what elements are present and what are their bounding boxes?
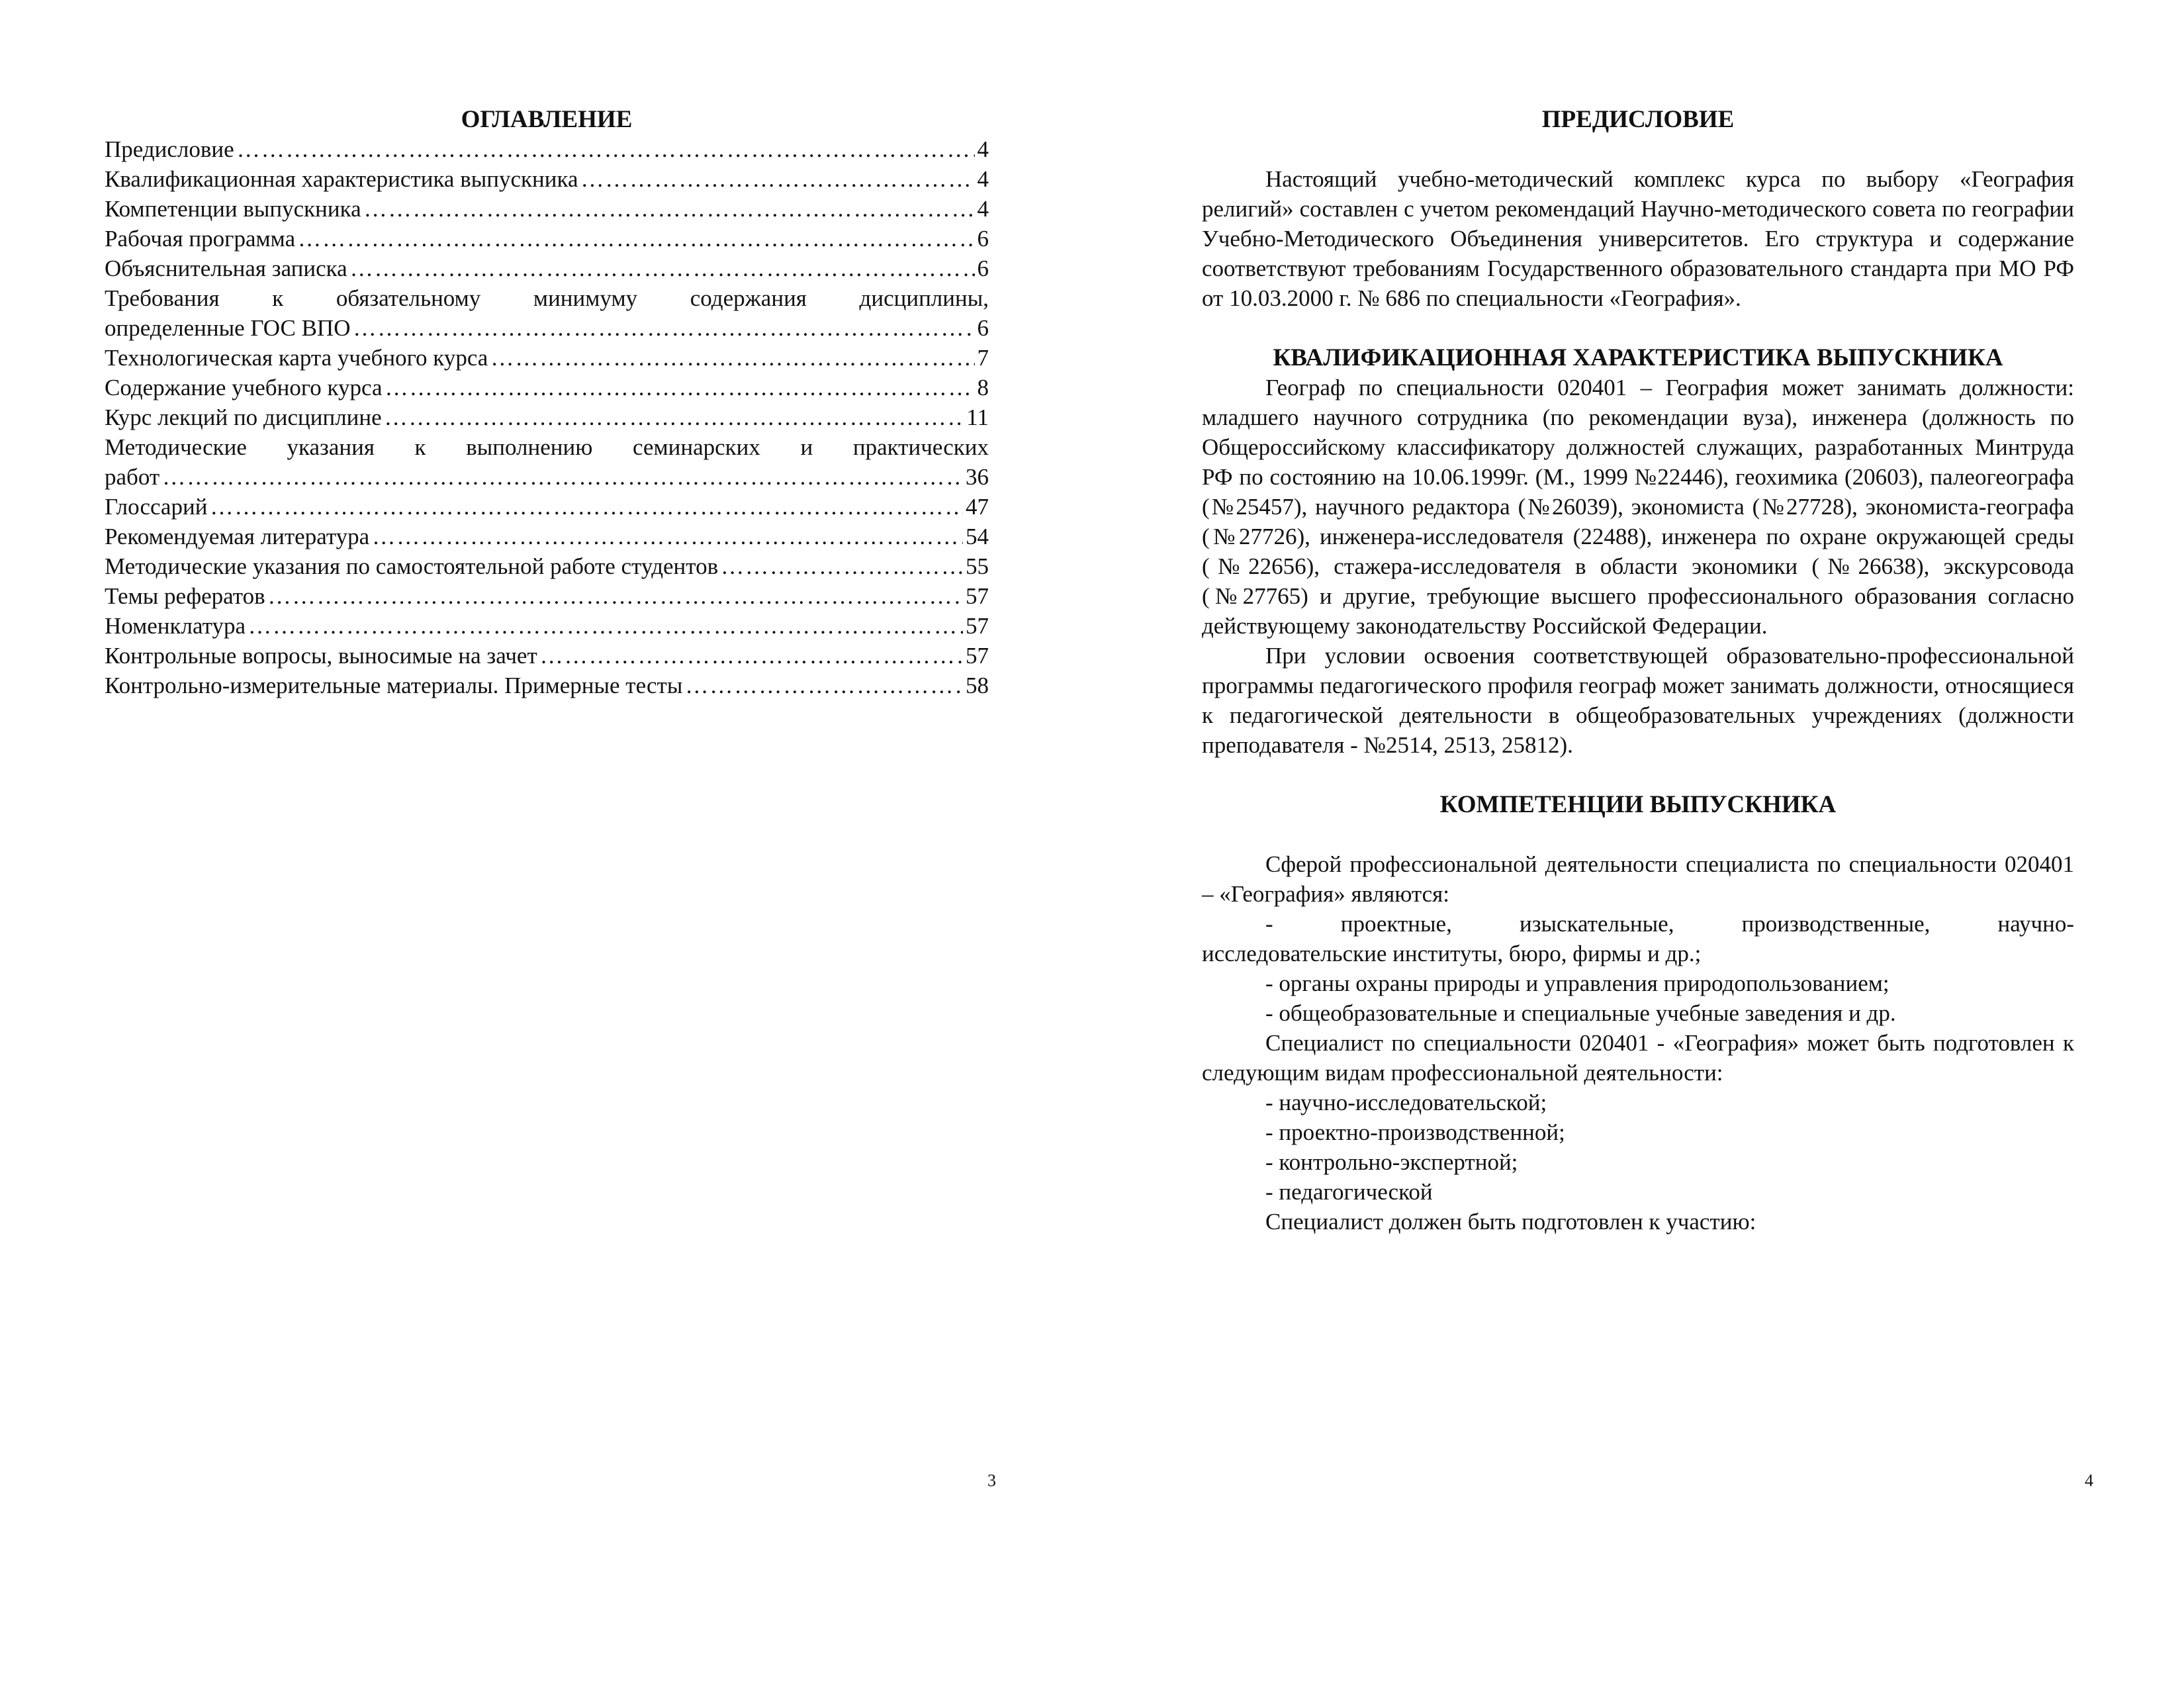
toc-entry-page: 55 — [966, 553, 989, 579]
list-item: - проектно-производственной; — [1265, 1119, 1565, 1145]
toc-entry-label: Компетенции выпускника — [105, 196, 361, 222]
toc-entry-label: Темы рефератов — [105, 583, 265, 609]
toc-entry[interactable] — [105, 134, 989, 164]
toc-entry-label: Курс лекций по дисциплине — [105, 404, 382, 430]
toc-entry-label: работ — [105, 464, 160, 490]
toc-entry-page: 57 — [966, 613, 989, 639]
page-number-right: 4 — [2085, 1471, 2093, 1490]
toc-entry-page: 7 — [977, 345, 989, 371]
toc-entry-page: 58 — [966, 673, 989, 698]
toc-entry[interactable] — [105, 402, 989, 432]
toc-entry[interactable] — [105, 522, 989, 551]
toc-entry-page: 6 — [977, 226, 989, 252]
toc-entry-label: Номенклатура — [105, 613, 246, 639]
toc-entry-label: Содержание учебного курса — [105, 375, 383, 400]
list-item: - научно-исследовательской; — [1265, 1090, 1547, 1115]
toc-entry-page: 8 — [977, 375, 989, 400]
toc-entry-page: 54 — [966, 524, 989, 549]
preface-title: ПРЕДИСЛОВИЕ — [1541, 106, 1735, 133]
toc-entry[interactable] — [105, 641, 989, 671]
right-page — [1202, 0, 2074, 1688]
toc-entry[interactable] — [105, 164, 989, 194]
page-number-left: 3 — [987, 1471, 996, 1490]
toc-entry-page: 57 — [966, 583, 989, 609]
toc-entry-label: Квалификационная характеристика выпускника — [105, 166, 578, 192]
toc-entry-label: Объяснительная записка — [105, 256, 347, 281]
toc-entry-page: 4 — [977, 136, 989, 162]
competencies-title: КОМПЕТЕНЦИИ ВЫПУСКНИКА — [1439, 791, 1837, 818]
toc-entry[interactable] — [105, 373, 989, 402]
competencies-paragraph: Специалист должен быть подготовлен к участию: — [1265, 1209, 1756, 1235]
toc-entry-page: 6 — [977, 315, 989, 341]
toc-entry-label: Контрольные вопросы, выносимые на зачет — [105, 643, 537, 669]
toc-entry-label: определенные ГОС ВПО — [105, 315, 351, 341]
toc-entry[interactable] — [105, 194, 989, 224]
toc-entry-label: Методические указания к выполнению семинарских и практических — [105, 434, 989, 460]
list-item: - органы охраны природы и управления природопользованием; — [1265, 970, 1889, 996]
toc-entry-label: Предисловие — [105, 136, 234, 162]
table-of-contents — [105, 134, 989, 700]
left-page — [105, 0, 989, 1688]
toc-entry-label: Контрольно-измерительные материалы. Примерные тесты — [105, 673, 683, 698]
toc-entry-label: Рекомендуемая литература — [105, 524, 370, 549]
toc-entry[interactable] — [105, 671, 989, 700]
toc-entry-page: 11 — [966, 404, 989, 430]
toc-entry[interactable] — [105, 254, 989, 283]
list-item-continuation: исследовательские институты, бюро, фирмы и др.; — [1202, 941, 1702, 966]
qualification-paragraph: Географ по специальности 020401 – География может занимать должности: младшего научного сотрудника (по рекомендации вуза), инженера (должность по Общероссийскому классификатору должностей служащих, разработанных Минтруда РФ по состоянию на 10.06.1999г. (М., 1999 №22446), геохимика (20603), палеогеографа (№25457), научного редактора (№26039), экономиста (№27728), экономиста-географа (№27726), инженера-исследователя (22488), инженера по охране окружающей среды (№22656), стажера-исследователя в области экономики (№26638), экскурсовода (№27765) и другие, требующие высшего профессионального образования согласно действующему законодательству Российской Федерации. — [1202, 375, 2074, 639]
toc-entry-page: 4 — [977, 196, 989, 222]
toc-entry-page: 47 — [966, 494, 989, 520]
toc-entry-page: 6 — [977, 256, 989, 281]
toc-entry-label: Требования к обязательному минимуму содержания дисциплины, — [105, 285, 989, 311]
toc-entry-label: Рабочая программа — [105, 226, 296, 252]
toc-entry[interactable] — [105, 283, 989, 343]
toc-entry-page: 36 — [966, 464, 989, 490]
toc-entry-label: Технологическая карта учебного курса — [105, 345, 488, 371]
toc-entry[interactable] — [105, 492, 989, 522]
list-item: - контрольно-экспертной; — [1265, 1149, 1518, 1175]
toc-entry-label: Глоссарий — [105, 494, 208, 520]
qualification-paragraph: При условии освоения соответствующей образовательно-профессиональной программы педагогического профиля географ может занимать должности, относящиеся к педагогической деятельности в общеобразовательных учреждениях (должности преподавателя - №2514, 2513, 25812). — [1202, 643, 2074, 758]
toc-title: ОГЛАВЛЕНИЕ — [461, 106, 633, 133]
toc-entry-page: 57 — [966, 643, 989, 669]
toc-entry[interactable] — [105, 611, 989, 641]
toc-entry-label: Методические указания по самостоятельной работе студентов — [105, 553, 719, 579]
toc-entry[interactable] — [105, 581, 989, 611]
toc-entry[interactable] — [105, 343, 989, 373]
list-item: - общеобразовательные и специальные учебные заведения и др. — [1265, 1000, 1896, 1026]
toc-entry[interactable] — [105, 224, 989, 254]
competencies-paragraph: Специалист по специальности 020401 - «География» может быть подготовлен к следующим видам профессиональной деятельности: — [1202, 1030, 2074, 1086]
list-item: - проектные, изыскательные, производственные, научно- — [1265, 911, 2074, 937]
qualification-title: КВАЛИФИКАЦИОННАЯ ХАРАКТЕРИСТИКА ВЫПУСКНИКА — [1273, 344, 2003, 371]
competencies-paragraph: Сферой профессиональной деятельности специалиста по специальности 020401 – «География» являются: — [1202, 851, 2074, 907]
toc-entry-page: 4 — [977, 166, 989, 192]
toc-entry[interactable] — [105, 551, 989, 581]
list-item: - педагогической — [1265, 1179, 1433, 1205]
toc-entry[interactable] — [105, 432, 989, 492]
preface-paragraph: Настоящий учебно-методический комплекс курса по выбору «География религий» составлен с учетом рекомендаций Научно-методического совета по географии Учебно-Методического Объединения университетов. Его структура и содержание соответствуют требованиям Государственного образовательного стандарта при МО РФ от 10.03.2000 г. № 686 по специальности «География». — [1202, 166, 2074, 311]
